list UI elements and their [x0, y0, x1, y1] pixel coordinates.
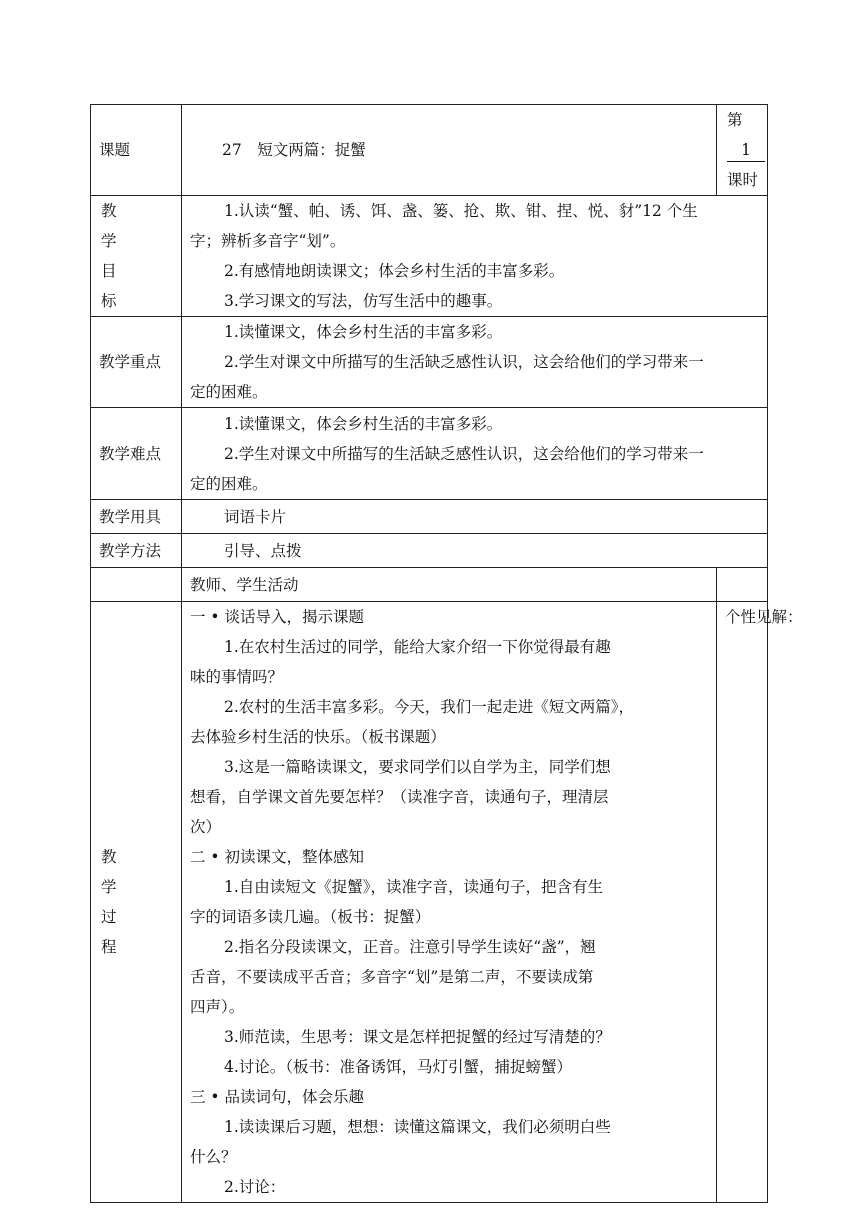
process-line: 味的事情吗？ — [190, 668, 284, 686]
topic-label: 课题 — [91, 105, 182, 196]
goals-label — [91, 196, 182, 317]
process-label-char: 学 — [101, 878, 117, 896]
tools-value: 词语卡片 — [182, 500, 768, 534]
lesson-suffix: 课时 — [727, 171, 759, 189]
process-line: 四声）。 — [190, 998, 245, 1016]
key-point-line: 2.学生对课文中所描写的生活缺乏感性认识，这会给他们的学习带来一 — [224, 353, 704, 371]
process-line: 2.指名分段读课文，正音。注意引导学生读好“盏”，翘 — [224, 938, 596, 956]
process-line: 2.农村的生活丰富多彩。今天，我们一起走进《短文两篇》， — [224, 698, 635, 716]
process-row — [91, 602, 768, 1203]
process-line: 3.师范读，生思考：课文是怎样把捉蟹的经过写清楚的？ — [224, 1028, 611, 1046]
goal-line: 2.有感情地朗读课文；体会乡村生活的丰富多彩。 — [224, 262, 565, 280]
methods-label: 教学方法 — [91, 534, 182, 568]
lesson-prefix: 第 — [727, 111, 743, 129]
difficulty-line: 1.读懂课文，体会乡村生活的丰富多彩。 — [224, 414, 503, 433]
process-label-char: 教 — [101, 848, 117, 866]
lesson-number: 1 — [727, 139, 765, 162]
difficulty-line: 2.学生对课文中所描写的生活缺乏感性认识，这会给他们的学习带来一 — [224, 444, 704, 463]
process-line: 什么？ — [190, 1148, 237, 1166]
process-section-heading: 二 • 初读课文，整体感知 — [190, 848, 364, 866]
methods-value: 引导、点拨 — [182, 534, 768, 568]
key-points-row — [91, 317, 768, 408]
process-line: 3.这是一篇略读课文，要求同学们以自学为主，同学们想 — [224, 758, 611, 776]
difficulties-row — [91, 408, 768, 500]
activities-header-side — [717, 568, 768, 602]
personal-insight-column — [717, 602, 803, 1203]
lesson-plan-table — [90, 104, 803, 1203]
process-line: 1.在农村生活过的同学，能给大家介绍一下你觉得最有趣 — [224, 638, 611, 656]
process-label-char: 过 — [101, 908, 117, 926]
process-label-char: 程 — [101, 938, 117, 956]
process-line: 去体验乡村生活的快乐。（板书课题） — [190, 728, 446, 746]
lesson-period — [717, 105, 768, 196]
difficulty-line: 定的困难。 — [190, 474, 268, 493]
process-content — [182, 602, 717, 1203]
key-points-content — [182, 317, 768, 408]
topic-value: 27 短文两篇：捉蟹 — [182, 105, 717, 196]
process-line: 1.自由读短文《捉蟹》，读准字音，读通句子，把含有生 — [224, 878, 604, 896]
goals-label-char: 教 — [101, 202, 117, 220]
process-line: 4.讨论。（板书：准备诱饵，马灯引蟹，捕捉螃蟹） — [224, 1058, 573, 1076]
difficulties-label: 教学难点 — [91, 408, 182, 500]
goals-row — [91, 196, 768, 317]
process-section-heading: 一 • 谈话导入，揭示课题 — [190, 608, 364, 626]
process-line: 想看，自学课文首先要怎样？（读准字音，读通句子，理清层 — [190, 788, 609, 806]
difficulties-content — [182, 408, 768, 500]
methods-row — [91, 534, 768, 568]
activities-header: 教师、学生活动 — [182, 568, 717, 602]
activities-header-row — [91, 568, 768, 602]
process-line: 舌音，不要读成平舌音；多音字“划”是第二声，不要读成第 — [190, 968, 594, 986]
process-label — [91, 602, 182, 1203]
goals-content — [182, 196, 768, 317]
personal-insight-label: 个性见解： — [725, 608, 803, 626]
goal-line: 1.认读“蟹、帕、诱、饵、盏、篓、抢、欺、钳、捏、悦、豺”12 个生 — [224, 202, 698, 220]
goals-label-char: 标 — [101, 292, 117, 310]
goals-label-char: 目 — [101, 262, 117, 280]
activities-header-blank — [91, 568, 182, 602]
topic-row — [91, 105, 768, 196]
goal-line: 3.学习课文的写法，仿写生活中的趣事。 — [224, 292, 503, 310]
goals-label-char: 学 — [101, 232, 117, 250]
process-section-heading: 三 • 品读词句，体会乐趣 — [190, 1088, 364, 1106]
goal-line: 字；辨析多音字“划”。 — [190, 232, 346, 250]
key-point-line: 定的困难。 — [190, 383, 268, 401]
tools-label: 教学用具 — [91, 500, 182, 534]
tools-row — [91, 500, 768, 534]
process-line: 2.讨论： — [224, 1178, 286, 1196]
process-line: 字的词语多读几遍。（板书：捉蟹） — [190, 908, 431, 926]
key-point-line: 1.读懂课文，体会乡村生活的丰富多彩。 — [224, 323, 503, 341]
process-line: 1.读读课后习题，想想：读懂这篇课文，我们必须明白些 — [224, 1118, 611, 1136]
key-points-label: 教学重点 — [91, 317, 182, 408]
process-line: 次） — [190, 818, 222, 836]
